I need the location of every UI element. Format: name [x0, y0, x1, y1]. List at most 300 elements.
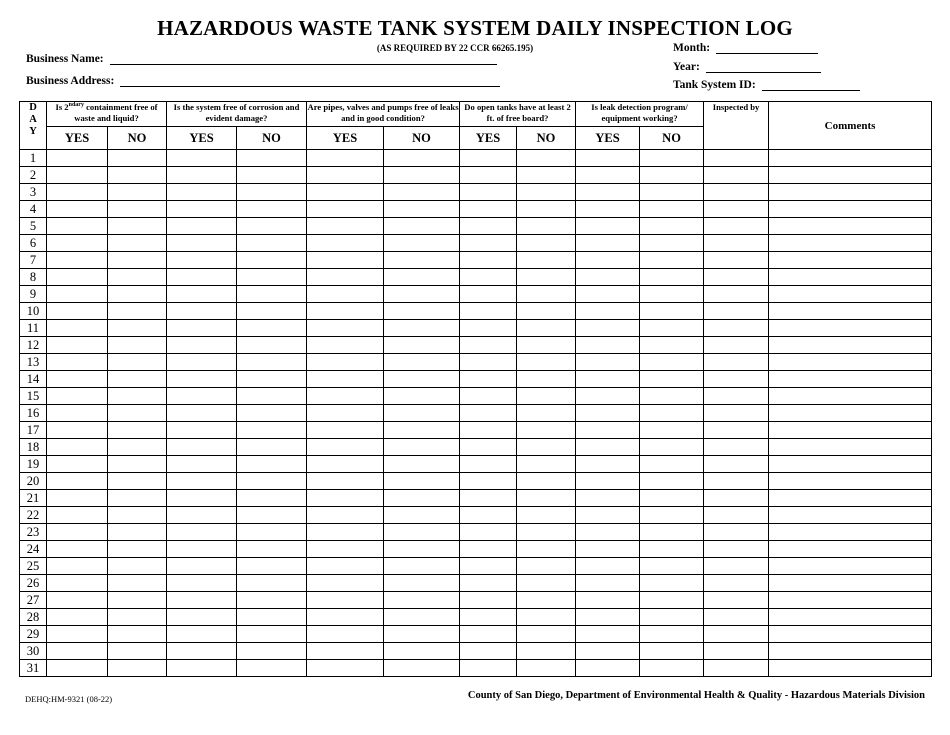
- checkbox-cell[interactable]: [640, 439, 704, 456]
- checkbox-cell[interactable]: [576, 643, 640, 660]
- checkbox-cell[interactable]: [167, 405, 237, 422]
- checkbox-cell[interactable]: [640, 201, 704, 218]
- comments-cell[interactable]: [769, 405, 932, 422]
- inspected-by-cell[interactable]: [704, 507, 769, 524]
- comments-cell[interactable]: [769, 422, 932, 439]
- comments-cell[interactable]: [769, 184, 932, 201]
- checkbox-cell[interactable]: [640, 422, 704, 439]
- checkbox-cell[interactable]: [517, 558, 576, 575]
- checkbox-cell[interactable]: [47, 660, 108, 677]
- checkbox-cell[interactable]: [460, 490, 517, 507]
- checkbox-cell[interactable]: [307, 303, 384, 320]
- checkbox-cell[interactable]: [640, 541, 704, 558]
- checkbox-cell[interactable]: [517, 252, 576, 269]
- checkbox-cell[interactable]: [108, 660, 167, 677]
- checkbox-cell[interactable]: [576, 558, 640, 575]
- checkbox-cell[interactable]: [640, 405, 704, 422]
- checkbox-cell[interactable]: [167, 541, 237, 558]
- checkbox-cell[interactable]: [517, 524, 576, 541]
- checkbox-cell[interactable]: [307, 354, 384, 371]
- checkbox-cell[interactable]: [384, 660, 460, 677]
- inspected-by-cell[interactable]: [704, 201, 769, 218]
- checkbox-cell[interactable]: [517, 609, 576, 626]
- inspected-by-cell[interactable]: [704, 371, 769, 388]
- checkbox-cell[interactable]: [307, 218, 384, 235]
- checkbox-cell[interactable]: [384, 490, 460, 507]
- checkbox-cell[interactable]: [307, 371, 384, 388]
- inspected-by-cell[interactable]: [704, 643, 769, 660]
- checkbox-cell[interactable]: [384, 643, 460, 660]
- comments-cell[interactable]: [769, 201, 932, 218]
- checkbox-cell[interactable]: [307, 235, 384, 252]
- checkbox-cell[interactable]: [108, 354, 167, 371]
- checkbox-cell[interactable]: [167, 643, 237, 660]
- checkbox-cell[interactable]: [460, 269, 517, 286]
- checkbox-cell[interactable]: [108, 184, 167, 201]
- checkbox-cell[interactable]: [167, 167, 237, 184]
- checkbox-cell[interactable]: [517, 490, 576, 507]
- checkbox-cell[interactable]: [108, 592, 167, 609]
- checkbox-cell[interactable]: [307, 388, 384, 405]
- checkbox-cell[interactable]: [576, 626, 640, 643]
- checkbox-cell[interactable]: [640, 643, 704, 660]
- checkbox-cell[interactable]: [384, 184, 460, 201]
- checkbox-cell[interactable]: [460, 541, 517, 558]
- checkbox-cell[interactable]: [237, 218, 307, 235]
- checkbox-cell[interactable]: [237, 422, 307, 439]
- checkbox-cell[interactable]: [460, 422, 517, 439]
- checkbox-cell[interactable]: [384, 473, 460, 490]
- checkbox-cell[interactable]: [237, 337, 307, 354]
- checkbox-cell[interactable]: [640, 660, 704, 677]
- inspected-by-cell[interactable]: [704, 439, 769, 456]
- checkbox-cell[interactable]: [237, 643, 307, 660]
- checkbox-cell[interactable]: [108, 507, 167, 524]
- checkbox-cell[interactable]: [576, 320, 640, 337]
- inspected-by-cell[interactable]: [704, 490, 769, 507]
- checkbox-cell[interactable]: [108, 541, 167, 558]
- checkbox-cell[interactable]: [517, 303, 576, 320]
- checkbox-cell[interactable]: [517, 371, 576, 388]
- checkbox-cell[interactable]: [167, 252, 237, 269]
- inspected-by-cell[interactable]: [704, 558, 769, 575]
- checkbox-cell[interactable]: [307, 337, 384, 354]
- checkbox-cell[interactable]: [307, 626, 384, 643]
- checkbox-cell[interactable]: [307, 473, 384, 490]
- checkbox-cell[interactable]: [108, 524, 167, 541]
- checkbox-cell[interactable]: [517, 201, 576, 218]
- checkbox-cell[interactable]: [108, 337, 167, 354]
- checkbox-cell[interactable]: [108, 252, 167, 269]
- checkbox-cell[interactable]: [307, 592, 384, 609]
- comments-cell[interactable]: [769, 660, 932, 677]
- checkbox-cell[interactable]: [307, 167, 384, 184]
- checkbox-cell[interactable]: [307, 405, 384, 422]
- checkbox-cell[interactable]: [517, 439, 576, 456]
- checkbox-cell[interactable]: [576, 456, 640, 473]
- checkbox-cell[interactable]: [460, 371, 517, 388]
- checkbox-cell[interactable]: [47, 320, 108, 337]
- checkbox-cell[interactable]: [47, 439, 108, 456]
- checkbox-cell[interactable]: [237, 320, 307, 337]
- checkbox-cell[interactable]: [237, 490, 307, 507]
- comments-cell[interactable]: [769, 541, 932, 558]
- checkbox-cell[interactable]: [47, 269, 108, 286]
- checkbox-cell[interactable]: [167, 337, 237, 354]
- checkbox-cell[interactable]: [237, 371, 307, 388]
- comments-cell[interactable]: [769, 286, 932, 303]
- checkbox-cell[interactable]: [576, 592, 640, 609]
- checkbox-cell[interactable]: [576, 218, 640, 235]
- checkbox-cell[interactable]: [576, 660, 640, 677]
- checkbox-cell[interactable]: [640, 558, 704, 575]
- inspected-by-cell[interactable]: [704, 337, 769, 354]
- checkbox-cell[interactable]: [640, 575, 704, 592]
- checkbox-cell[interactable]: [640, 235, 704, 252]
- checkbox-cell[interactable]: [47, 354, 108, 371]
- checkbox-cell[interactable]: [237, 507, 307, 524]
- checkbox-cell[interactable]: [640, 167, 704, 184]
- checkbox-cell[interactable]: [47, 150, 108, 167]
- checkbox-cell[interactable]: [517, 218, 576, 235]
- checkbox-cell[interactable]: [47, 490, 108, 507]
- checkbox-cell[interactable]: [517, 286, 576, 303]
- inspected-by-cell[interactable]: [704, 354, 769, 371]
- checkbox-cell[interactable]: [384, 167, 460, 184]
- inspected-by-cell[interactable]: [704, 541, 769, 558]
- checkbox-cell[interactable]: [640, 473, 704, 490]
- checkbox-cell[interactable]: [640, 354, 704, 371]
- checkbox-cell[interactable]: [517, 575, 576, 592]
- inspected-by-cell[interactable]: [704, 660, 769, 677]
- checkbox-cell[interactable]: [640, 320, 704, 337]
- checkbox-cell[interactable]: [108, 167, 167, 184]
- comments-cell[interactable]: [769, 456, 932, 473]
- checkbox-cell[interactable]: [167, 286, 237, 303]
- inspected-by-cell[interactable]: [704, 218, 769, 235]
- checkbox-cell[interactable]: [108, 575, 167, 592]
- checkbox-cell[interactable]: [108, 609, 167, 626]
- checkbox-cell[interactable]: [237, 354, 307, 371]
- checkbox-cell[interactable]: [47, 303, 108, 320]
- inspected-by-cell[interactable]: [704, 252, 769, 269]
- checkbox-cell[interactable]: [640, 592, 704, 609]
- checkbox-cell[interactable]: [47, 337, 108, 354]
- checkbox-cell[interactable]: [517, 660, 576, 677]
- checkbox-cell[interactable]: [517, 422, 576, 439]
- business-name-field[interactable]: [26, 53, 497, 65]
- checkbox-cell[interactable]: [108, 643, 167, 660]
- inspected-by-cell[interactable]: [704, 405, 769, 422]
- comments-cell[interactable]: [769, 388, 932, 405]
- checkbox-cell[interactable]: [237, 609, 307, 626]
- comments-cell[interactable]: [769, 609, 932, 626]
- checkbox-cell[interactable]: [384, 354, 460, 371]
- checkbox-cell[interactable]: [237, 388, 307, 405]
- checkbox-cell[interactable]: [576, 490, 640, 507]
- checkbox-cell[interactable]: [108, 201, 167, 218]
- comments-cell[interactable]: [769, 371, 932, 388]
- business-name-line[interactable]: [110, 53, 497, 65]
- checkbox-cell[interactable]: [460, 456, 517, 473]
- checkbox-cell[interactable]: [460, 626, 517, 643]
- checkbox-cell[interactable]: [307, 558, 384, 575]
- checkbox-cell[interactable]: [576, 269, 640, 286]
- checkbox-cell[interactable]: [237, 286, 307, 303]
- checkbox-cell[interactable]: [384, 405, 460, 422]
- checkbox-cell[interactable]: [384, 575, 460, 592]
- checkbox-cell[interactable]: [640, 456, 704, 473]
- checkbox-cell[interactable]: [108, 235, 167, 252]
- checkbox-cell[interactable]: [460, 507, 517, 524]
- inspected-by-cell[interactable]: [704, 286, 769, 303]
- checkbox-cell[interactable]: [307, 150, 384, 167]
- checkbox-cell[interactable]: [237, 303, 307, 320]
- checkbox-cell[interactable]: [517, 150, 576, 167]
- checkbox-cell[interactable]: [576, 303, 640, 320]
- checkbox-cell[interactable]: [47, 541, 108, 558]
- checkbox-cell[interactable]: [47, 405, 108, 422]
- checkbox-cell[interactable]: [517, 507, 576, 524]
- checkbox-cell[interactable]: [167, 626, 237, 643]
- checkbox-cell[interactable]: [108, 269, 167, 286]
- checkbox-cell[interactable]: [108, 439, 167, 456]
- checkbox-cell[interactable]: [576, 354, 640, 371]
- tank-system-id-field[interactable]: [673, 79, 860, 91]
- checkbox-cell[interactable]: [307, 660, 384, 677]
- checkbox-cell[interactable]: [108, 371, 167, 388]
- checkbox-cell[interactable]: [576, 167, 640, 184]
- checkbox-cell[interactable]: [384, 592, 460, 609]
- comments-cell[interactable]: [769, 252, 932, 269]
- month-field[interactable]: [673, 42, 818, 54]
- checkbox-cell[interactable]: [47, 626, 108, 643]
- checkbox-cell[interactable]: [47, 184, 108, 201]
- checkbox-cell[interactable]: [47, 218, 108, 235]
- checkbox-cell[interactable]: [167, 320, 237, 337]
- checkbox-cell[interactable]: [167, 388, 237, 405]
- checkbox-cell[interactable]: [237, 660, 307, 677]
- comments-cell[interactable]: [769, 303, 932, 320]
- checkbox-cell[interactable]: [640, 388, 704, 405]
- checkbox-cell[interactable]: [576, 201, 640, 218]
- checkbox-cell[interactable]: [237, 575, 307, 592]
- checkbox-cell[interactable]: [47, 371, 108, 388]
- checkbox-cell[interactable]: [640, 252, 704, 269]
- checkbox-cell[interactable]: [576, 405, 640, 422]
- checkbox-cell[interactable]: [384, 286, 460, 303]
- checkbox-cell[interactable]: [47, 609, 108, 626]
- checkbox-cell[interactable]: [237, 592, 307, 609]
- checkbox-cell[interactable]: [517, 184, 576, 201]
- checkbox-cell[interactable]: [47, 592, 108, 609]
- business-address-field[interactable]: [26, 75, 500, 87]
- inspected-by-cell[interactable]: [704, 456, 769, 473]
- checkbox-cell[interactable]: [640, 303, 704, 320]
- checkbox-cell[interactable]: [47, 252, 108, 269]
- checkbox-cell[interactable]: [167, 269, 237, 286]
- checkbox-cell[interactable]: [460, 201, 517, 218]
- inspected-by-cell[interactable]: [704, 303, 769, 320]
- inspected-by-cell[interactable]: [704, 150, 769, 167]
- checkbox-cell[interactable]: [307, 286, 384, 303]
- checkbox-cell[interactable]: [307, 439, 384, 456]
- checkbox-cell[interactable]: [108, 626, 167, 643]
- checkbox-cell[interactable]: [47, 456, 108, 473]
- inspected-by-cell[interactable]: [704, 388, 769, 405]
- checkbox-cell[interactable]: [307, 269, 384, 286]
- checkbox-cell[interactable]: [384, 371, 460, 388]
- checkbox-cell[interactable]: [108, 456, 167, 473]
- checkbox-cell[interactable]: [167, 235, 237, 252]
- checkbox-cell[interactable]: [167, 150, 237, 167]
- checkbox-cell[interactable]: [307, 643, 384, 660]
- checkbox-cell[interactable]: [517, 405, 576, 422]
- checkbox-cell[interactable]: [167, 218, 237, 235]
- checkbox-cell[interactable]: [576, 507, 640, 524]
- checkbox-cell[interactable]: [384, 524, 460, 541]
- checkbox-cell[interactable]: [460, 609, 517, 626]
- checkbox-cell[interactable]: [167, 303, 237, 320]
- checkbox-cell[interactable]: [167, 456, 237, 473]
- checkbox-cell[interactable]: [640, 507, 704, 524]
- checkbox-cell[interactable]: [108, 150, 167, 167]
- checkbox-cell[interactable]: [108, 218, 167, 235]
- checkbox-cell[interactable]: [108, 303, 167, 320]
- checkbox-cell[interactable]: [640, 371, 704, 388]
- inspected-by-cell[interactable]: [704, 167, 769, 184]
- checkbox-cell[interactable]: [460, 150, 517, 167]
- inspected-by-cell[interactable]: [704, 524, 769, 541]
- checkbox-cell[interactable]: [237, 473, 307, 490]
- checkbox-cell[interactable]: [460, 167, 517, 184]
- checkbox-cell[interactable]: [576, 371, 640, 388]
- checkbox-cell[interactable]: [576, 184, 640, 201]
- inspected-by-cell[interactable]: [704, 184, 769, 201]
- checkbox-cell[interactable]: [460, 660, 517, 677]
- checkbox-cell[interactable]: [384, 303, 460, 320]
- tank-system-id-line[interactable]: [762, 79, 860, 91]
- checkbox-cell[interactable]: [517, 541, 576, 558]
- comments-cell[interactable]: [769, 558, 932, 575]
- inspected-by-cell[interactable]: [704, 422, 769, 439]
- checkbox-cell[interactable]: [640, 626, 704, 643]
- checkbox-cell[interactable]: [384, 201, 460, 218]
- checkbox-cell[interactable]: [576, 388, 640, 405]
- checkbox-cell[interactable]: [237, 541, 307, 558]
- checkbox-cell[interactable]: [576, 541, 640, 558]
- checkbox-cell[interactable]: [460, 388, 517, 405]
- checkbox-cell[interactable]: [460, 235, 517, 252]
- checkbox-cell[interactable]: [576, 252, 640, 269]
- comments-cell[interactable]: [769, 592, 932, 609]
- checkbox-cell[interactable]: [47, 235, 108, 252]
- checkbox-cell[interactable]: [307, 575, 384, 592]
- checkbox-cell[interactable]: [307, 609, 384, 626]
- checkbox-cell[interactable]: [384, 439, 460, 456]
- checkbox-cell[interactable]: [237, 558, 307, 575]
- comments-cell[interactable]: [769, 626, 932, 643]
- checkbox-cell[interactable]: [517, 388, 576, 405]
- checkbox-cell[interactable]: [167, 507, 237, 524]
- checkbox-cell[interactable]: [167, 660, 237, 677]
- checkbox-cell[interactable]: [576, 150, 640, 167]
- checkbox-cell[interactable]: [460, 558, 517, 575]
- checkbox-cell[interactable]: [460, 524, 517, 541]
- checkbox-cell[interactable]: [47, 507, 108, 524]
- month-line[interactable]: [716, 42, 818, 54]
- checkbox-cell[interactable]: [47, 473, 108, 490]
- inspected-by-cell[interactable]: [704, 269, 769, 286]
- checkbox-cell[interactable]: [384, 541, 460, 558]
- checkbox-cell[interactable]: [460, 405, 517, 422]
- checkbox-cell[interactable]: [307, 541, 384, 558]
- checkbox-cell[interactable]: [517, 626, 576, 643]
- checkbox-cell[interactable]: [108, 320, 167, 337]
- year-line[interactable]: [706, 61, 821, 73]
- checkbox-cell[interactable]: [307, 252, 384, 269]
- checkbox-cell[interactable]: [237, 201, 307, 218]
- comments-cell[interactable]: [769, 490, 932, 507]
- comments-cell[interactable]: [769, 320, 932, 337]
- checkbox-cell[interactable]: [517, 473, 576, 490]
- checkbox-cell[interactable]: [108, 422, 167, 439]
- checkbox-cell[interactable]: [237, 184, 307, 201]
- checkbox-cell[interactable]: [460, 320, 517, 337]
- checkbox-cell[interactable]: [384, 218, 460, 235]
- checkbox-cell[interactable]: [108, 473, 167, 490]
- checkbox-cell[interactable]: [460, 337, 517, 354]
- checkbox-cell[interactable]: [167, 473, 237, 490]
- checkbox-cell[interactable]: [167, 371, 237, 388]
- checkbox-cell[interactable]: [167, 575, 237, 592]
- checkbox-cell[interactable]: [167, 558, 237, 575]
- checkbox-cell[interactable]: [307, 524, 384, 541]
- checkbox-cell[interactable]: [384, 609, 460, 626]
- checkbox-cell[interactable]: [384, 422, 460, 439]
- checkbox-cell[interactable]: [237, 252, 307, 269]
- checkbox-cell[interactable]: [640, 609, 704, 626]
- checkbox-cell[interactable]: [108, 286, 167, 303]
- checkbox-cell[interactable]: [47, 643, 108, 660]
- checkbox-cell[interactable]: [460, 575, 517, 592]
- checkbox-cell[interactable]: [167, 422, 237, 439]
- checkbox-cell[interactable]: [384, 388, 460, 405]
- business-address-line[interactable]: [120, 75, 500, 87]
- checkbox-cell[interactable]: [517, 320, 576, 337]
- checkbox-cell[interactable]: [640, 337, 704, 354]
- checkbox-cell[interactable]: [307, 490, 384, 507]
- checkbox-cell[interactable]: [384, 235, 460, 252]
- comments-cell[interactable]: [769, 354, 932, 371]
- checkbox-cell[interactable]: [237, 524, 307, 541]
- comments-cell[interactable]: [769, 643, 932, 660]
- year-field[interactable]: [673, 61, 821, 73]
- inspected-by-cell[interactable]: [704, 575, 769, 592]
- checkbox-cell[interactable]: [167, 354, 237, 371]
- checkbox-cell[interactable]: [237, 439, 307, 456]
- checkbox-cell[interactable]: [167, 524, 237, 541]
- checkbox-cell[interactable]: [460, 218, 517, 235]
- checkbox-cell[interactable]: [517, 354, 576, 371]
- checkbox-cell[interactable]: [640, 286, 704, 303]
- checkbox-cell[interactable]: [47, 558, 108, 575]
- checkbox-cell[interactable]: [460, 303, 517, 320]
- checkbox-cell[interactable]: [307, 507, 384, 524]
- checkbox-cell[interactable]: [517, 269, 576, 286]
- checkbox-cell[interactable]: [640, 524, 704, 541]
- comments-cell[interactable]: [769, 337, 932, 354]
